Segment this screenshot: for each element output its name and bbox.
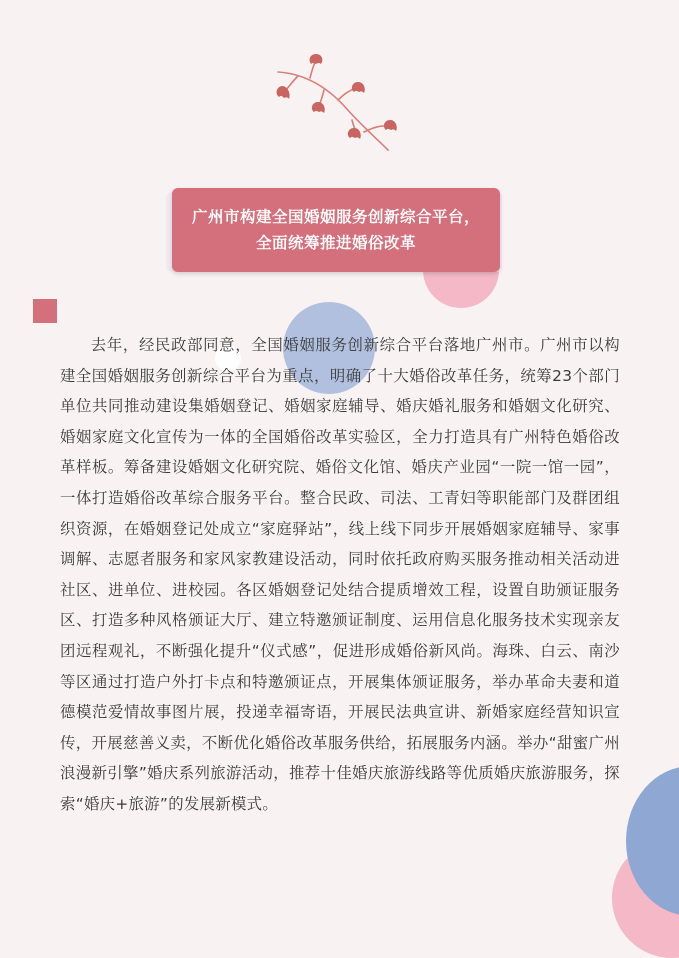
title-banner <box>166 188 506 276</box>
title-line-1: 广州市构建全国婚姻服务创新综合平台， <box>191 208 480 226</box>
flower-branch-icon <box>268 50 408 155</box>
title-box <box>172 188 500 272</box>
title-line-2: 全面统筹推进婚俗改革 <box>255 234 416 252</box>
section-marker <box>33 299 57 323</box>
article-paragraph: 去年，经民政部同意，全国婚姻服务创新综合平台落地广州市。广州市以构建全国婚姻服务创新综合平台为重点，明确了十大婚俗改革任务，统筹23个部门单位共同推动建设集婚姻登记、婚姻家庭辅导、婚庆婚礼服务和婚姻文化研究、婚姻家庭文化宣传为一体的全国婚俗改革实验区，全力打造具有广州特色婚俗改革样板。筹备建设婚姻文化研究院、婚俗文化馆、婚庆产业园“一院一馆一园”，一体打造婚俗改革综合服务平台。整合民政、司法、工青妇等职能部门及群团组织资源，在婚姻登记处成立“家庭驿站”，线上线下同步开展婚姻家庭辅导、家事调解、志愿者服务和家风家教建设活动，同时依托政府购买服务推动相关活动进社区、进单位、进校园。各区婚姻登记处结合提质增效工程，设置自助颁证服务区、打造多种风格颁证大厅、建立特邀颁证制度、运用信息化服务技术实现亲友团远程观礼，不断强化提升“仪式感”，促进形成婚俗新风尚。海珠、白云、南沙等区通过打造户外打卡点和特邀颁证点，开展集体颁证服务，举办革命夫妻和道德模范爱情故事图片展，投递幸福寄语，开展民法典宣讲、新婚家庭经营知识宣传，开展慈善义卖，不断优化婚俗改革服务供给，拓展服务内涵。举办“甜蜜广州 浪漫新引擎”婚庆系列旅游活动，推荐十佳婚庆旅游线路等优质婚庆旅游服务，探索“婚庆+旅游”的发展新模式。 <box>60 336 620 813</box>
